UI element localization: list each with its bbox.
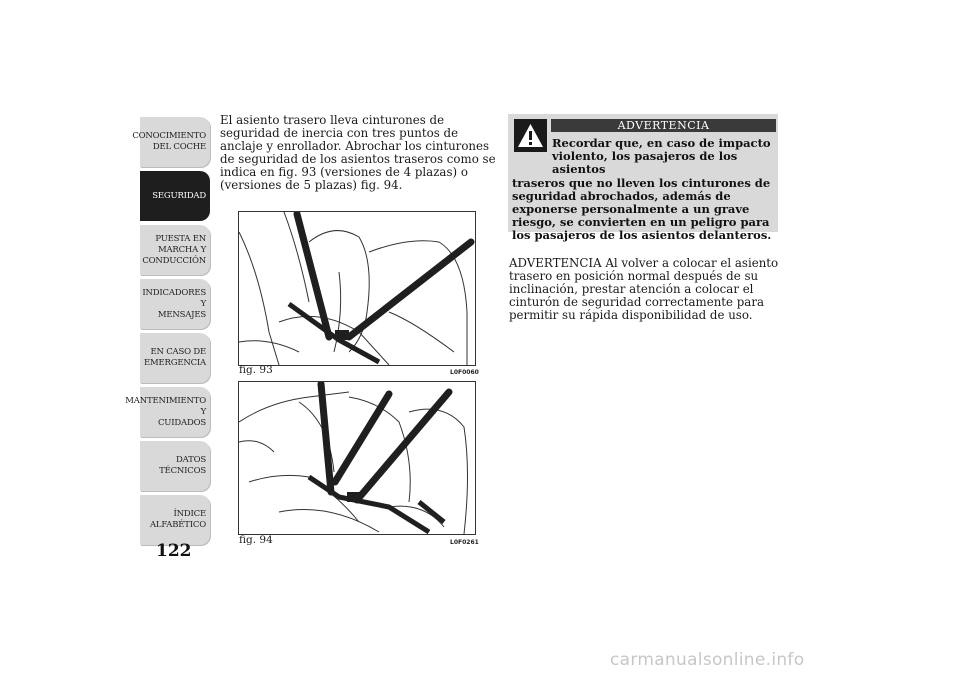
figure-94-code: L0F0261: [450, 539, 479, 546]
intro-paragraph: El asiento trasero lleva cinturones de seguridad de inercia con tres puntos de anclaje y enrollador. Abrochar los cinturones de seguridad de los asientos traseros como se indica en fig. 93 (versiones de 4 plazas) o (versiones de 5 plazas) fig. 94.: [220, 113, 496, 192]
warning-text: [512, 137, 776, 243]
sidebar-item-datos-tecnicos[interactable]: [140, 441, 210, 491]
sidebar-item-label: SEGURIDAD: [152, 190, 206, 201]
sidebar-item-emergencia[interactable]: [140, 333, 210, 383]
warning-line-1: Recordar que, en caso de impacto: [552, 136, 771, 150]
sidebar-item-label: DATOS TÉCNICOS: [159, 455, 206, 476]
sidebar-item-label: MANTENIMIENTO Y CUIDADOS: [125, 395, 206, 428]
note-paragraph: ADVERTENCIA Al volver a colocar el asiento trasero en posición normal después de su inclinación, prestar atención a colocar el cinturón de seguridad correctamente para permitir su rápida disponibilidad de uso.: [509, 256, 779, 322]
rear-seat-4-places-illustration: [239, 212, 475, 365]
sidebar-item-label: INDICADORES Y MENSAJES: [142, 287, 206, 320]
figure-93-image: [238, 211, 476, 366]
figure-93-code: L0F0060: [450, 369, 479, 376]
page-number: 122: [156, 541, 192, 561]
figure-94-image: [238, 381, 476, 535]
figure-93-caption: fig. 93: [239, 364, 273, 376]
sidebar-item-conocimiento[interactable]: [132, 117, 210, 167]
sidebar-item-mantenimiento[interactable]: [125, 387, 210, 437]
warning-line-2: violento, los pasajeros de los asientos: [552, 149, 738, 177]
sidebar-item-indice[interactable]: [140, 495, 210, 545]
sidebar-item-seguridad[interactable]: [140, 171, 210, 221]
warning-heading: ADVERTENCIA: [551, 119, 776, 132]
watermark: carmanualsonline.info: [610, 650, 805, 670]
warning-line-rest: traseros que no lleven los cinturones de seguridad abrochados, además de exponerse personalmente a un grave riesgo, se convierten en un peligro para los pasajeros de los asientos delanteros.: [512, 175, 772, 243]
sidebar-item-indicadores[interactable]: [140, 279, 210, 329]
figure-94-caption: fig. 94: [239, 534, 273, 546]
sidebar-item-label: CONOCIMIENTO DEL COCHE: [132, 131, 206, 152]
sidebar-item-label: ÍNDICE ALFABÉTICO: [149, 509, 206, 530]
sidebar-item-puesta-en-marcha[interactable]: [140, 225, 210, 275]
sidebar-item-label: PUESTA EN MARCHA Y CONDUCCIÓN: [142, 233, 206, 266]
rear-seat-5-places-illustration: [239, 382, 475, 534]
sidebar-item-label: EN CASO DE EMERGENCIA: [144, 347, 206, 368]
